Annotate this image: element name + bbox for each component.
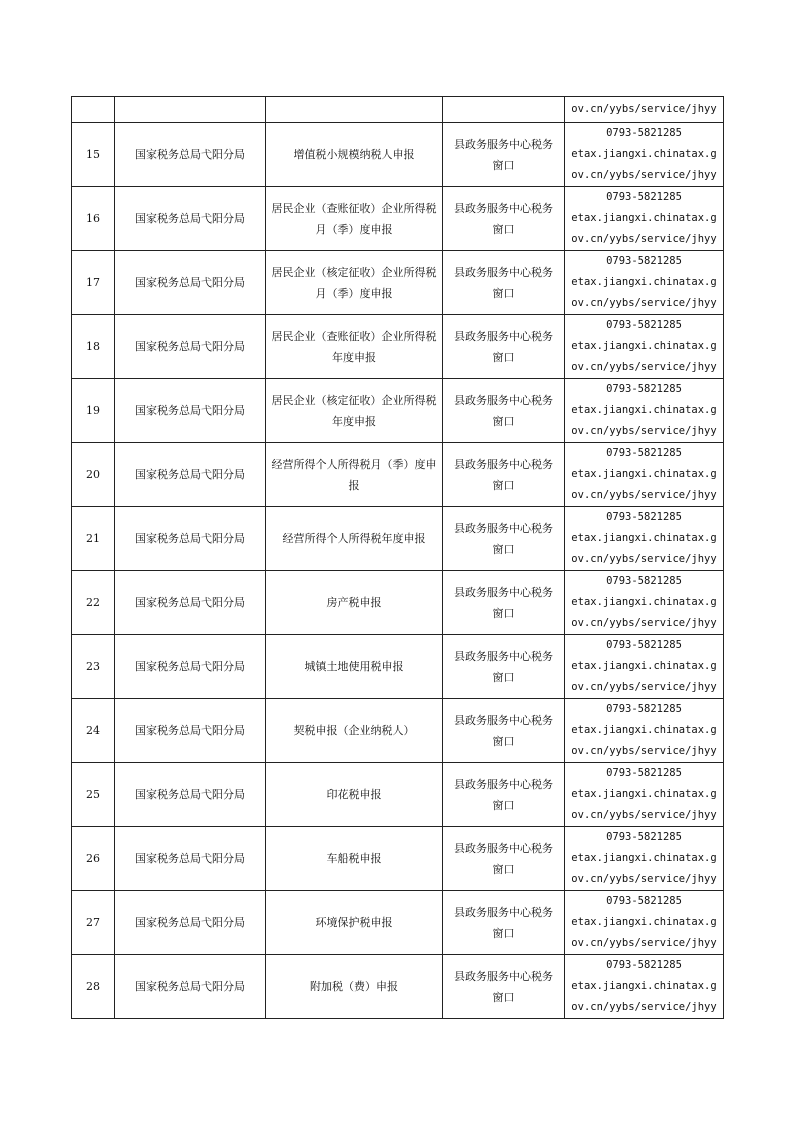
cell-contact [565, 379, 724, 443]
cell-place-text: 县政务服务中心税务窗口 [454, 265, 553, 300]
cell-item-text: 城镇土地使用税申报 [304, 660, 404, 673]
cell-dept: 国家税务总局弋阳分局 [115, 827, 266, 891]
cell-place [443, 251, 565, 315]
cell-item [266, 187, 443, 251]
cell-contact-text: 0793-5821285 etax.jiangxi.chinatax.g ov.cn/yybs/service/jhyy [571, 447, 717, 501]
cell-place-text: 县政务服务中心税务窗口 [454, 137, 553, 172]
table-row [72, 187, 724, 251]
table-row [72, 955, 724, 1019]
cell-item [266, 635, 443, 699]
cell-item [266, 507, 443, 571]
cell-contact-text: 0793-5821285 etax.jiangxi.chinatax.g ov.cn/yybs/service/jhyy [571, 319, 717, 373]
table-row-continued [72, 97, 724, 123]
table-row [72, 891, 724, 955]
cell-item-text: 环境保护税申报 [315, 916, 393, 929]
cell-place-text: 县政务服务中心税务窗口 [454, 585, 553, 620]
cell-no: 20 [72, 443, 115, 507]
cell-no [72, 97, 115, 123]
cell-no: 19 [72, 379, 115, 443]
cell-contact-text: 0793-5821285 etax.jiangxi.chinatax.g ov.cn/yybs/service/jhyy [571, 831, 717, 885]
cell-contact-text: 0793-5821285 etax.jiangxi.chinatax.g ov.cn/yybs/service/jhyy [571, 255, 717, 309]
cell-no: 23 [72, 635, 115, 699]
cell-item [266, 97, 443, 123]
cell-item [266, 123, 443, 187]
service-table [71, 96, 724, 1019]
cell-contact-text: 0793-5821285 etax.jiangxi.chinatax.g ov.cn/yybs/service/jhyy [571, 767, 717, 821]
cell-no: 26 [72, 827, 115, 891]
cell-dept: 国家税务总局弋阳分局 [115, 443, 266, 507]
cell-item [266, 443, 443, 507]
cell-dept: 国家税务总局弋阳分局 [115, 763, 266, 827]
cell-item-text: 车船税申报 [326, 852, 382, 865]
cell-place [443, 891, 565, 955]
cell-item [266, 955, 443, 1019]
cell-contact-text: 0793-5821285 etax.jiangxi.chinatax.g ov.cn/yybs/service/jhyy [571, 895, 717, 949]
cell-item-text: 契税申报（企业纳税人） [293, 724, 415, 737]
cell-contact [565, 827, 724, 891]
cell-contact-text: 0793-5821285 etax.jiangxi.chinatax.g ov.cn/yybs/service/jhyy [571, 191, 717, 245]
cell-place [443, 571, 565, 635]
cell-place [443, 699, 565, 763]
cell-item-text: 附加税（费）申报 [310, 980, 398, 993]
cell-contact-text: 0793-5821285 etax.jiangxi.chinatax.g ov.cn/yybs/service/jhyy [571, 959, 717, 1013]
cell-contact [565, 187, 724, 251]
cell-contact [565, 443, 724, 507]
table-row [72, 699, 724, 763]
cell-no: 28 [72, 955, 115, 1019]
cell-place [443, 763, 565, 827]
cell-contact [565, 507, 724, 571]
cell-contact [565, 763, 724, 827]
cell-dept: 国家税务总局弋阳分局 [115, 635, 266, 699]
cell-item [266, 571, 443, 635]
cell-dept: 国家税务总局弋阳分局 [115, 315, 266, 379]
cell-contact-text: 0793-5821285 etax.jiangxi.chinatax.g ov.cn/yybs/service/jhyy [571, 511, 717, 565]
cell-dept: 国家税务总局弋阳分局 [115, 699, 266, 763]
cell-item-text: 印花税申报 [326, 788, 382, 801]
cell-place-text: 县政务服务中心税务窗口 [454, 649, 553, 684]
cell-no: 21 [72, 507, 115, 571]
cell-item [266, 699, 443, 763]
cell-place [443, 315, 565, 379]
cell-place [443, 507, 565, 571]
cell-no: 17 [72, 251, 115, 315]
cell-place [443, 97, 565, 123]
table-row [72, 635, 724, 699]
cell-place [443, 955, 565, 1019]
cell-dept: 国家税务总局弋阳分局 [115, 571, 266, 635]
cell-no: 16 [72, 187, 115, 251]
cell-place-text: 县政务服务中心税务窗口 [454, 905, 553, 940]
cell-item-text: 房产税申报 [326, 596, 382, 609]
cell-place-text: 县政务服务中心税务窗口 [454, 969, 553, 1004]
cell-dept [115, 97, 266, 123]
table-row [72, 763, 724, 827]
table-row [72, 571, 724, 635]
cell-contact [565, 699, 724, 763]
cell-item [266, 251, 443, 315]
cell-place-text: 县政务服务中心税务窗口 [454, 521, 553, 556]
cell-place-text: 县政务服务中心税务窗口 [454, 713, 553, 748]
cell-contact: ov.cn/yybs/service/jhyy [565, 97, 724, 123]
cell-place-text: 县政务服务中心税务窗口 [454, 329, 553, 364]
cell-contact-text: 0793-5821285 etax.jiangxi.chinatax.g ov.cn/yybs/service/jhyy [571, 639, 717, 693]
cell-item-text: 居民企业（查账征收）企业所得税月（季）度申报 [271, 201, 437, 236]
cell-place-text: 县政务服务中心税务窗口 [454, 777, 553, 812]
cell-contact-text: 0793-5821285 etax.jiangxi.chinatax.g ov.cn/yybs/service/jhyy [571, 575, 717, 629]
cell-dept: 国家税务总局弋阳分局 [115, 379, 266, 443]
cell-item-text: 居民企业（查账征收）企业所得税年度申报 [271, 329, 437, 364]
cell-item [266, 891, 443, 955]
cell-place-text: 县政务服务中心税务窗口 [454, 201, 553, 236]
cell-contact [565, 315, 724, 379]
table-row [72, 827, 724, 891]
cell-dept: 国家税务总局弋阳分局 [115, 955, 266, 1019]
cell-item [266, 827, 443, 891]
table-row [72, 123, 724, 187]
cell-contact [565, 891, 724, 955]
cell-contact-text: 0793-5821285 etax.jiangxi.chinatax.g ov.cn/yybs/service/jhyy [571, 383, 717, 437]
cell-contact-text: 0793-5821285 etax.jiangxi.chinatax.g ov.cn/yybs/service/jhyy [571, 127, 717, 181]
cell-dept: 国家税务总局弋阳分局 [115, 891, 266, 955]
cell-contact [565, 571, 724, 635]
cell-place-text: 县政务服务中心税务窗口 [454, 393, 553, 428]
cell-item-text: 增值税小规模纳税人申报 [293, 148, 415, 161]
cell-dept: 国家税务总局弋阳分局 [115, 187, 266, 251]
cell-no: 22 [72, 571, 115, 635]
cell-no: 27 [72, 891, 115, 955]
cell-place-text: 县政务服务中心税务窗口 [454, 457, 553, 492]
cell-place [443, 827, 565, 891]
cell-place [443, 123, 565, 187]
table-row [72, 315, 724, 379]
cell-item-text: 经营所得个人所得税月（季）度申报 [271, 457, 437, 492]
cell-item [266, 315, 443, 379]
cell-no: 25 [72, 763, 115, 827]
cell-place-text: 县政务服务中心税务窗口 [454, 841, 553, 876]
cell-item [266, 763, 443, 827]
table-row [72, 507, 724, 571]
table-row [72, 251, 724, 315]
cell-place [443, 443, 565, 507]
cell-dept: 国家税务总局弋阳分局 [115, 251, 266, 315]
cell-place [443, 379, 565, 443]
cell-contact [565, 635, 724, 699]
cell-no: 15 [72, 123, 115, 187]
cell-item-text: 居民企业（核定征收）企业所得税月（季）度申报 [271, 265, 437, 300]
cell-place [443, 187, 565, 251]
cell-place [443, 635, 565, 699]
table-row [72, 443, 724, 507]
cell-contact [565, 123, 724, 187]
cell-contact-text: 0793-5821285 etax.jiangxi.chinatax.g ov.cn/yybs/service/jhyy [571, 703, 717, 757]
cell-contact [565, 251, 724, 315]
cell-no: 18 [72, 315, 115, 379]
cell-dept: 国家税务总局弋阳分局 [115, 507, 266, 571]
cell-dept: 国家税务总局弋阳分局 [115, 123, 266, 187]
cell-item-text: 居民企业（核定征收）企业所得税年度申报 [271, 393, 437, 428]
cell-no: 24 [72, 699, 115, 763]
table-row [72, 379, 724, 443]
cell-item-text: 经营所得个人所得税年度申报 [282, 532, 426, 545]
cell-contact [565, 955, 724, 1019]
cell-item [266, 379, 443, 443]
document-page [71, 96, 720, 1019]
